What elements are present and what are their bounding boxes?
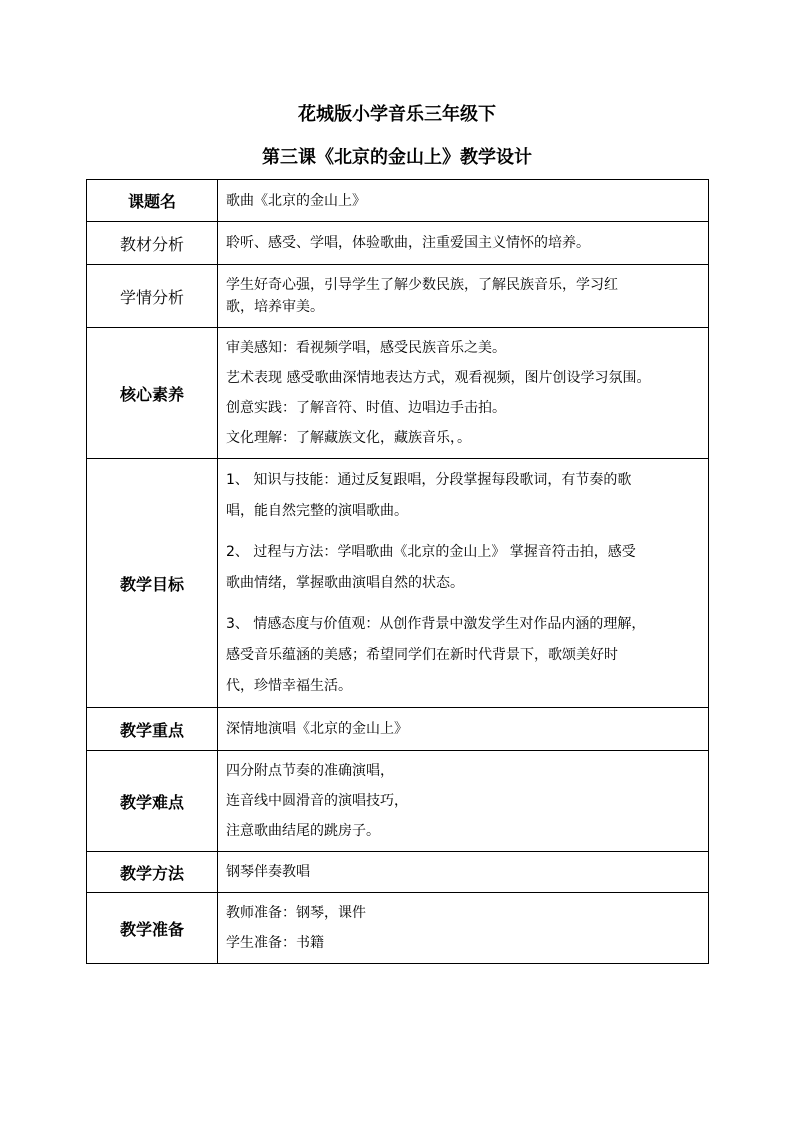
content-line: 学生好奇心强，引导学生了解少数民族，了解民族音乐，学习红 — [226, 277, 618, 293]
content-line: 教师准备：钢琴，课件 — [226, 905, 366, 921]
content-line: 文化理解：了解藏族文化，藏族音乐，。 — [226, 430, 471, 446]
table-row-literacy — [87, 328, 709, 459]
row-label-topic: 课题名 — [87, 180, 218, 222]
content-line: 学生准备：书籍 — [226, 935, 324, 951]
row-content-preparation — [218, 893, 709, 964]
row-label-students: 学情分析 — [87, 265, 218, 328]
content-line: 注意歌曲结尾的跳房子。 — [226, 823, 380, 839]
row-label-goals: 教学目标 — [87, 459, 218, 708]
row-label-difficulties: 教学难点 — [87, 751, 218, 852]
row-label-preparation: 教学准备 — [87, 893, 218, 964]
content-line: 四分附点节奏的准确演唱， — [226, 763, 394, 779]
row-content-difficulties — [218, 751, 709, 852]
table-row-key-points — [87, 708, 709, 751]
content-line: 2、 过程与方法：学唱歌曲《北京的金山上》 掌握音符击拍，感受 — [226, 543, 636, 560]
goal-paragraph-3 — [226, 609, 708, 702]
content-line: 审美感知：看视频学唱，感受民族音乐之美。 — [226, 340, 506, 356]
content-line: 3、 情感态度与价值观：从创作背景中激发学生对作品内涵的理解， — [226, 615, 646, 632]
goal-paragraph-2 — [226, 537, 708, 599]
row-content-literacy — [218, 328, 709, 459]
row-content-key-points — [218, 708, 709, 751]
table-row-methods — [87, 852, 709, 893]
document-title: 花城版小学音乐三年级下 — [298, 104, 496, 125]
lesson-plan-table — [86, 179, 709, 964]
table-row-students — [87, 265, 709, 328]
row-label-material: 教材分析 — [87, 222, 218, 265]
row-label-literacy: 核心素养 — [87, 328, 218, 459]
row-content-methods — [218, 852, 709, 893]
table-row-material — [87, 222, 709, 265]
content-line: 歌曲《北京的金山上》 — [226, 192, 366, 209]
table-row-goals — [87, 459, 709, 708]
content-line: 1、 知识与技能：通过反复跟唱，分段掌握每段歌词，有节奏的歌 — [226, 471, 632, 488]
content-line: 歌曲情绪，掌握歌曲演唱自然的状态。 — [226, 574, 464, 591]
content-line: 连音线中圆滑音的演唱技巧， — [226, 793, 408, 809]
content-line: 代，珍惜幸福生活。 — [226, 677, 352, 694]
content-line: 唱，能自然完整的演唱歌曲。 — [226, 502, 408, 519]
content-line: 感受音乐蕴涵的美感；希望同学们在新时代背景下，歌颂美好时 — [226, 646, 618, 663]
table-row-topic — [87, 180, 709, 222]
row-content-material — [218, 222, 709, 265]
document-subtitle: 第三课《北京的金山上》教学设计 — [262, 147, 532, 168]
content-line: 艺术表现 感受歌曲深情地表达方式，观看视频，图片创设学习氛围。 — [226, 370, 651, 386]
content-line: 创意实践：了解音符、时值、边唱边手击拍。 — [226, 400, 506, 416]
content-line: 钢琴伴奏教唱 — [226, 864, 310, 880]
row-content-topic — [218, 180, 709, 222]
goal-paragraph-1 — [226, 465, 708, 527]
table-row-preparation — [87, 893, 709, 964]
row-content-goals — [218, 459, 709, 708]
content-line: 聆听、感受、学唱，体验歌曲，注重爱国主义情怀的培养。 — [226, 235, 590, 251]
content-line: 歌，培养审美。 — [226, 299, 324, 315]
content-line: 深情地演唱《北京的金山上》 — [226, 721, 408, 737]
table-row-difficulties — [87, 751, 709, 852]
row-content-students — [218, 265, 709, 328]
row-label-key-points: 教学重点 — [87, 708, 218, 751]
row-label-methods: 教学方法 — [87, 852, 218, 893]
